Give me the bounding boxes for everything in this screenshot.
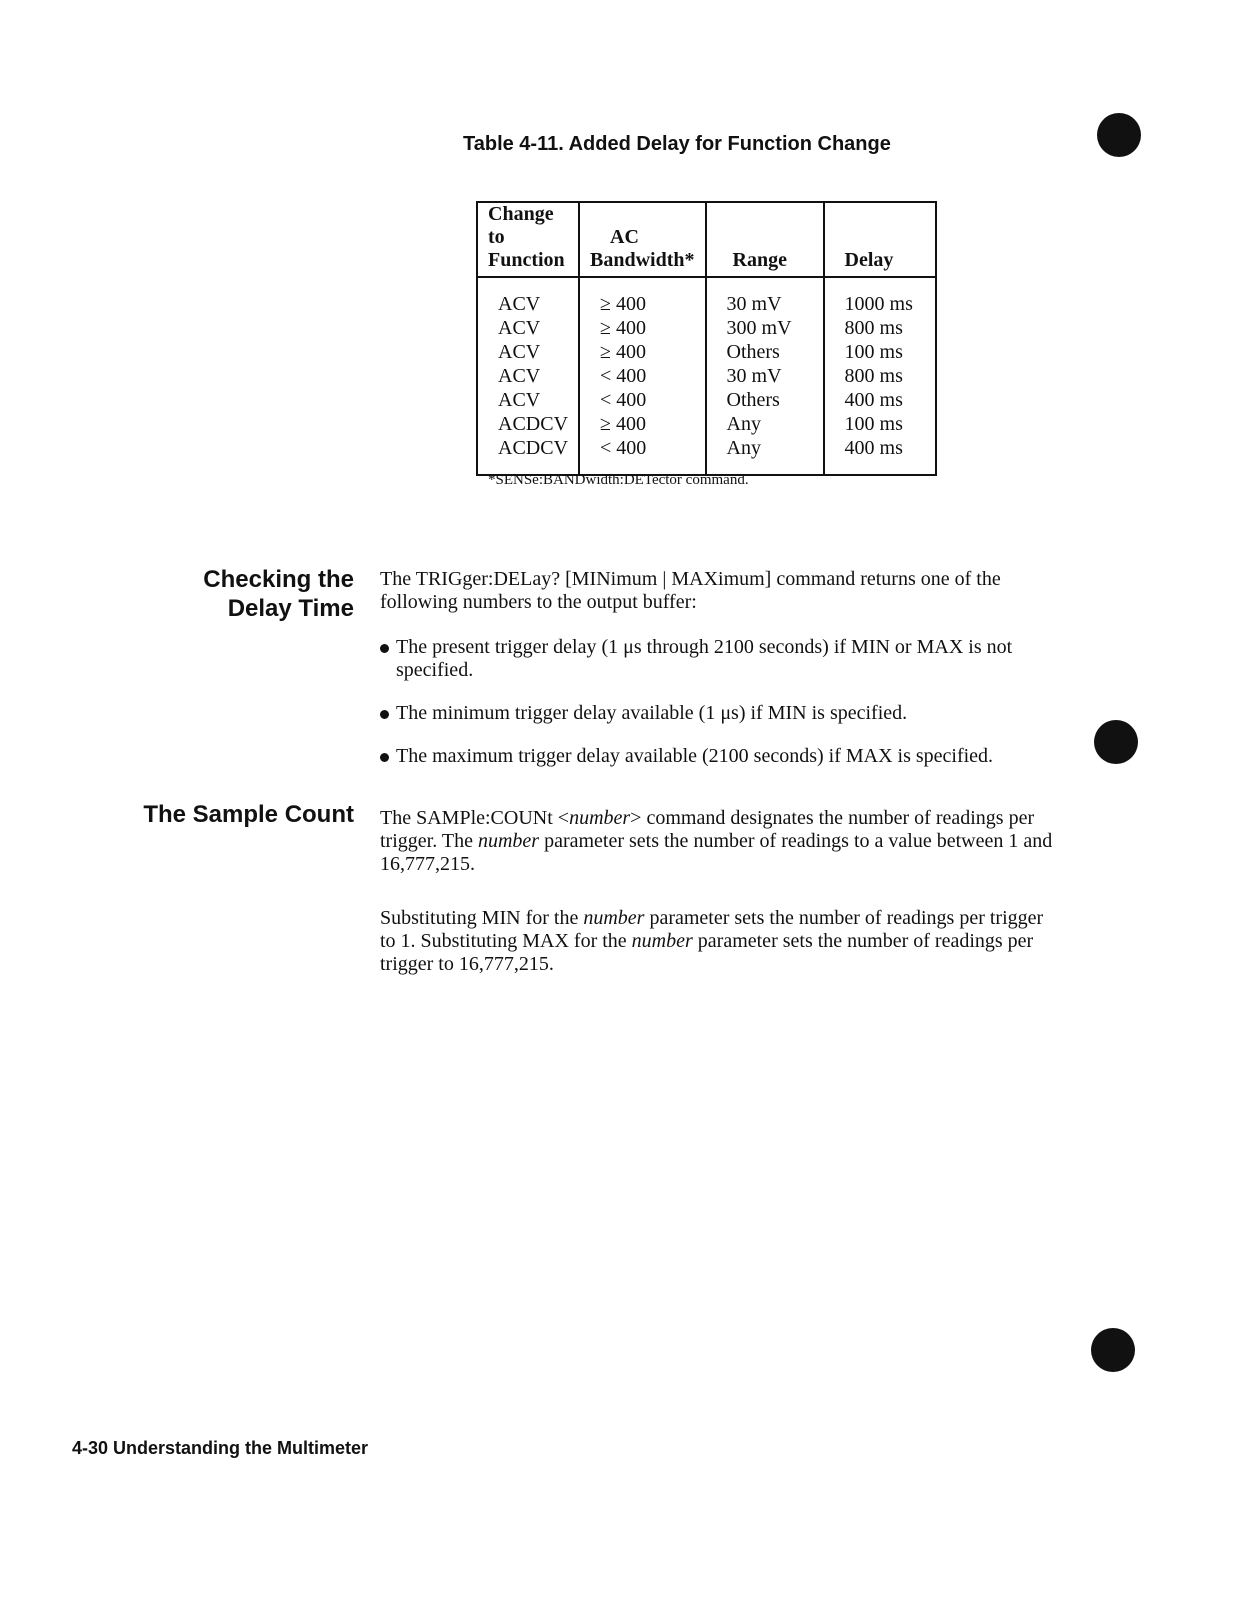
text-run: Substituting MIN for the <box>380 907 584 929</box>
cell-range: Any <box>706 412 824 436</box>
cell-delay: 400 ms <box>824 436 936 475</box>
table-caption: Table 4-11. Added Delay for Function Change <box>463 133 891 155</box>
text-run: parameter sets the number of readings per trigger to 16,777,215. <box>380 930 1034 975</box>
table-row <box>477 316 936 340</box>
cell-bandwidth: < 400 <box>579 436 706 475</box>
cell-delay: 1000 ms <box>824 277 936 316</box>
table-footnote: *SENSe:BANDwidth:DETector command. <box>488 472 749 488</box>
cell-delay: 800 ms <box>824 364 936 388</box>
cell-bandwidth: ≥ 400 <box>579 316 706 340</box>
cell-function: ACDCV <box>477 412 579 436</box>
header-ac-bandwidth <box>579 202 706 277</box>
section-heading-delay-time <box>203 565 354 623</box>
cell-bandwidth: ≥ 400 <box>579 340 706 364</box>
list-item: The minimum trigger delay available (1 μs) if MIN is specified. <box>380 702 1060 725</box>
page-footer: 4-30 Understanding the Multimeter <box>72 1438 369 1458</box>
binder-hole-top <box>1097 113 1141 157</box>
cell-function: ACV <box>477 340 579 364</box>
text-run: > command designates the number of readings per trigger. The <box>380 807 1035 852</box>
parameter-term: number <box>631 930 693 952</box>
table-row <box>477 277 936 316</box>
cell-range: 30 mV <box>706 364 824 388</box>
header-change-to-function <box>477 202 579 277</box>
cell-delay: 100 ms <box>824 412 936 436</box>
heading-line: Delay Time <box>227 595 354 622</box>
header-label-line2: Function <box>488 249 565 271</box>
heading-line: Checking the <box>203 566 354 593</box>
cell-function: ACV <box>477 277 579 316</box>
list-item: The present trigger delay (1 μs through 2100 seconds) if MIN or MAX is not specified. <box>380 636 1060 682</box>
table-header-row <box>477 202 936 277</box>
sample-count-paragraph-1 <box>380 807 1060 876</box>
text-run: The SAMPle:COUNt < <box>380 807 570 829</box>
header-range <box>706 202 824 277</box>
header-label-line2: Bandwidth* <box>590 249 695 271</box>
cell-bandwidth: ≥ 400 <box>579 412 706 436</box>
parameter-term: number <box>583 907 645 929</box>
cell-function: ACDCV <box>477 436 579 475</box>
table-row <box>477 436 936 475</box>
table-row <box>477 364 936 388</box>
cell-delay: 800 ms <box>824 316 936 340</box>
list-item: The maximum trigger delay available (2100 seconds) if MAX is specified. <box>380 745 1060 768</box>
cell-delay: 400 ms <box>824 388 936 412</box>
cell-bandwidth: < 400 <box>579 364 706 388</box>
section-heading-sample-count: The Sample Count <box>143 801 354 828</box>
cell-range: Others <box>706 340 824 364</box>
cell-range: 300 mV <box>706 316 824 340</box>
table-row <box>477 412 936 436</box>
header-label-line1: Change to <box>488 203 554 248</box>
parameter-term: number <box>477 830 540 852</box>
table-row <box>477 340 936 364</box>
table-row <box>477 388 936 412</box>
binder-hole-middle <box>1094 720 1138 764</box>
text-run: parameter sets the number of readings per trigger to 1. Substituting MAX for the <box>380 907 1044 952</box>
binder-hole-bottom <box>1091 1328 1135 1372</box>
cell-bandwidth: ≥ 400 <box>579 277 706 316</box>
header-label-line2: Delay <box>844 249 894 271</box>
delay-table <box>476 201 937 476</box>
header-label-line2: Range <box>732 249 787 271</box>
cell-range: 30 mV <box>706 277 824 316</box>
sample-count-paragraph-2 <box>380 907 1060 976</box>
cell-delay: 100 ms <box>824 340 936 364</box>
header-delay <box>824 202 936 277</box>
cell-bandwidth: < 400 <box>579 388 706 412</box>
text-run: parameter sets the number of readings to a value between 1 and 16,777,215. <box>380 830 1053 875</box>
cell-function: ACV <box>477 316 579 340</box>
delay-bullet-list <box>380 636 1060 788</box>
delay-intro-paragraph: The TRIGger:DELay? [MINimum | MAXimum] command returns one of the following numbers to the output buffer: <box>380 568 1001 613</box>
parameter-term: number <box>569 807 631 829</box>
header-label-line1: AC <box>610 226 639 248</box>
cell-range: Others <box>706 388 824 412</box>
cell-range: Any <box>706 436 824 475</box>
cell-function: ACV <box>477 364 579 388</box>
cell-function: ACV <box>477 388 579 412</box>
